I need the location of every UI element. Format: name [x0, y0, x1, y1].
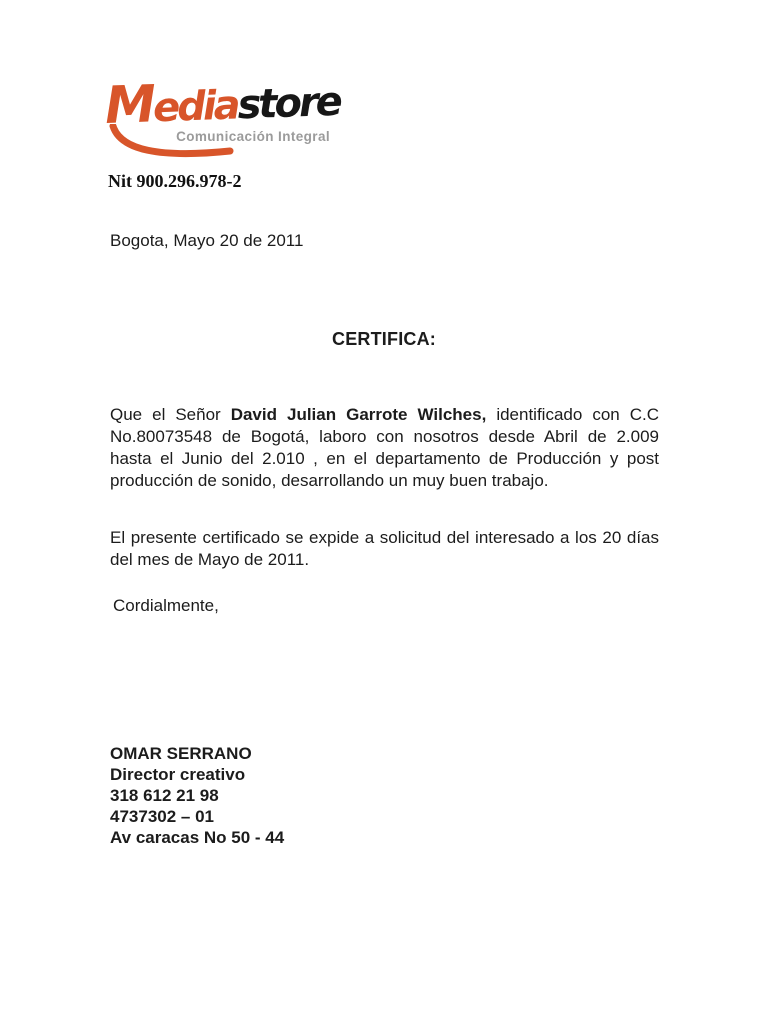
signer-mobile-phone: 318 612 21 98	[110, 786, 219, 805]
nit-number: Nit 900.296.978-2	[108, 171, 242, 191]
certificate-body-paragraph	[110, 404, 659, 492]
date-line: Bogota, Mayo 20 de 2011	[110, 231, 304, 250]
signer-address: Av caracas No 50 - 44	[110, 828, 285, 847]
signature-block	[110, 743, 284, 848]
certifica-heading: CERTIFICA:	[332, 329, 436, 349]
signer-title: Director creativo	[110, 765, 246, 784]
logo-text-store: store	[236, 78, 341, 129]
employee-name: David Julian Garrote Wilches,	[230, 405, 487, 424]
issuance-paragraph: El presente certificado se expide a solicitud del interesado a los 20 días del mes de Mayo de 2011.	[110, 528, 659, 569]
mediastore-logo	[103, 74, 341, 164]
signer-name: OMAR SERRANO	[110, 744, 252, 763]
logo-text-media: Media	[103, 74, 239, 136]
p1-suffix-text: identificado con C.C No.80073548 de Bogotá, laboro con nosotros desde Abril de 2.009 hasta el Junio del 2.010 , en el departamento de Producción y post producción de sonido, desarrollando un muy buen trabajo.	[110, 405, 659, 490]
logo-tagline: Comunicación Integral	[176, 128, 330, 144]
signer-office-phone: 4737302 – 01	[110, 807, 214, 826]
closing-salutation: Cordialmente,	[113, 596, 219, 615]
p1-prefix-text: Que el Señor	[110, 405, 231, 424]
